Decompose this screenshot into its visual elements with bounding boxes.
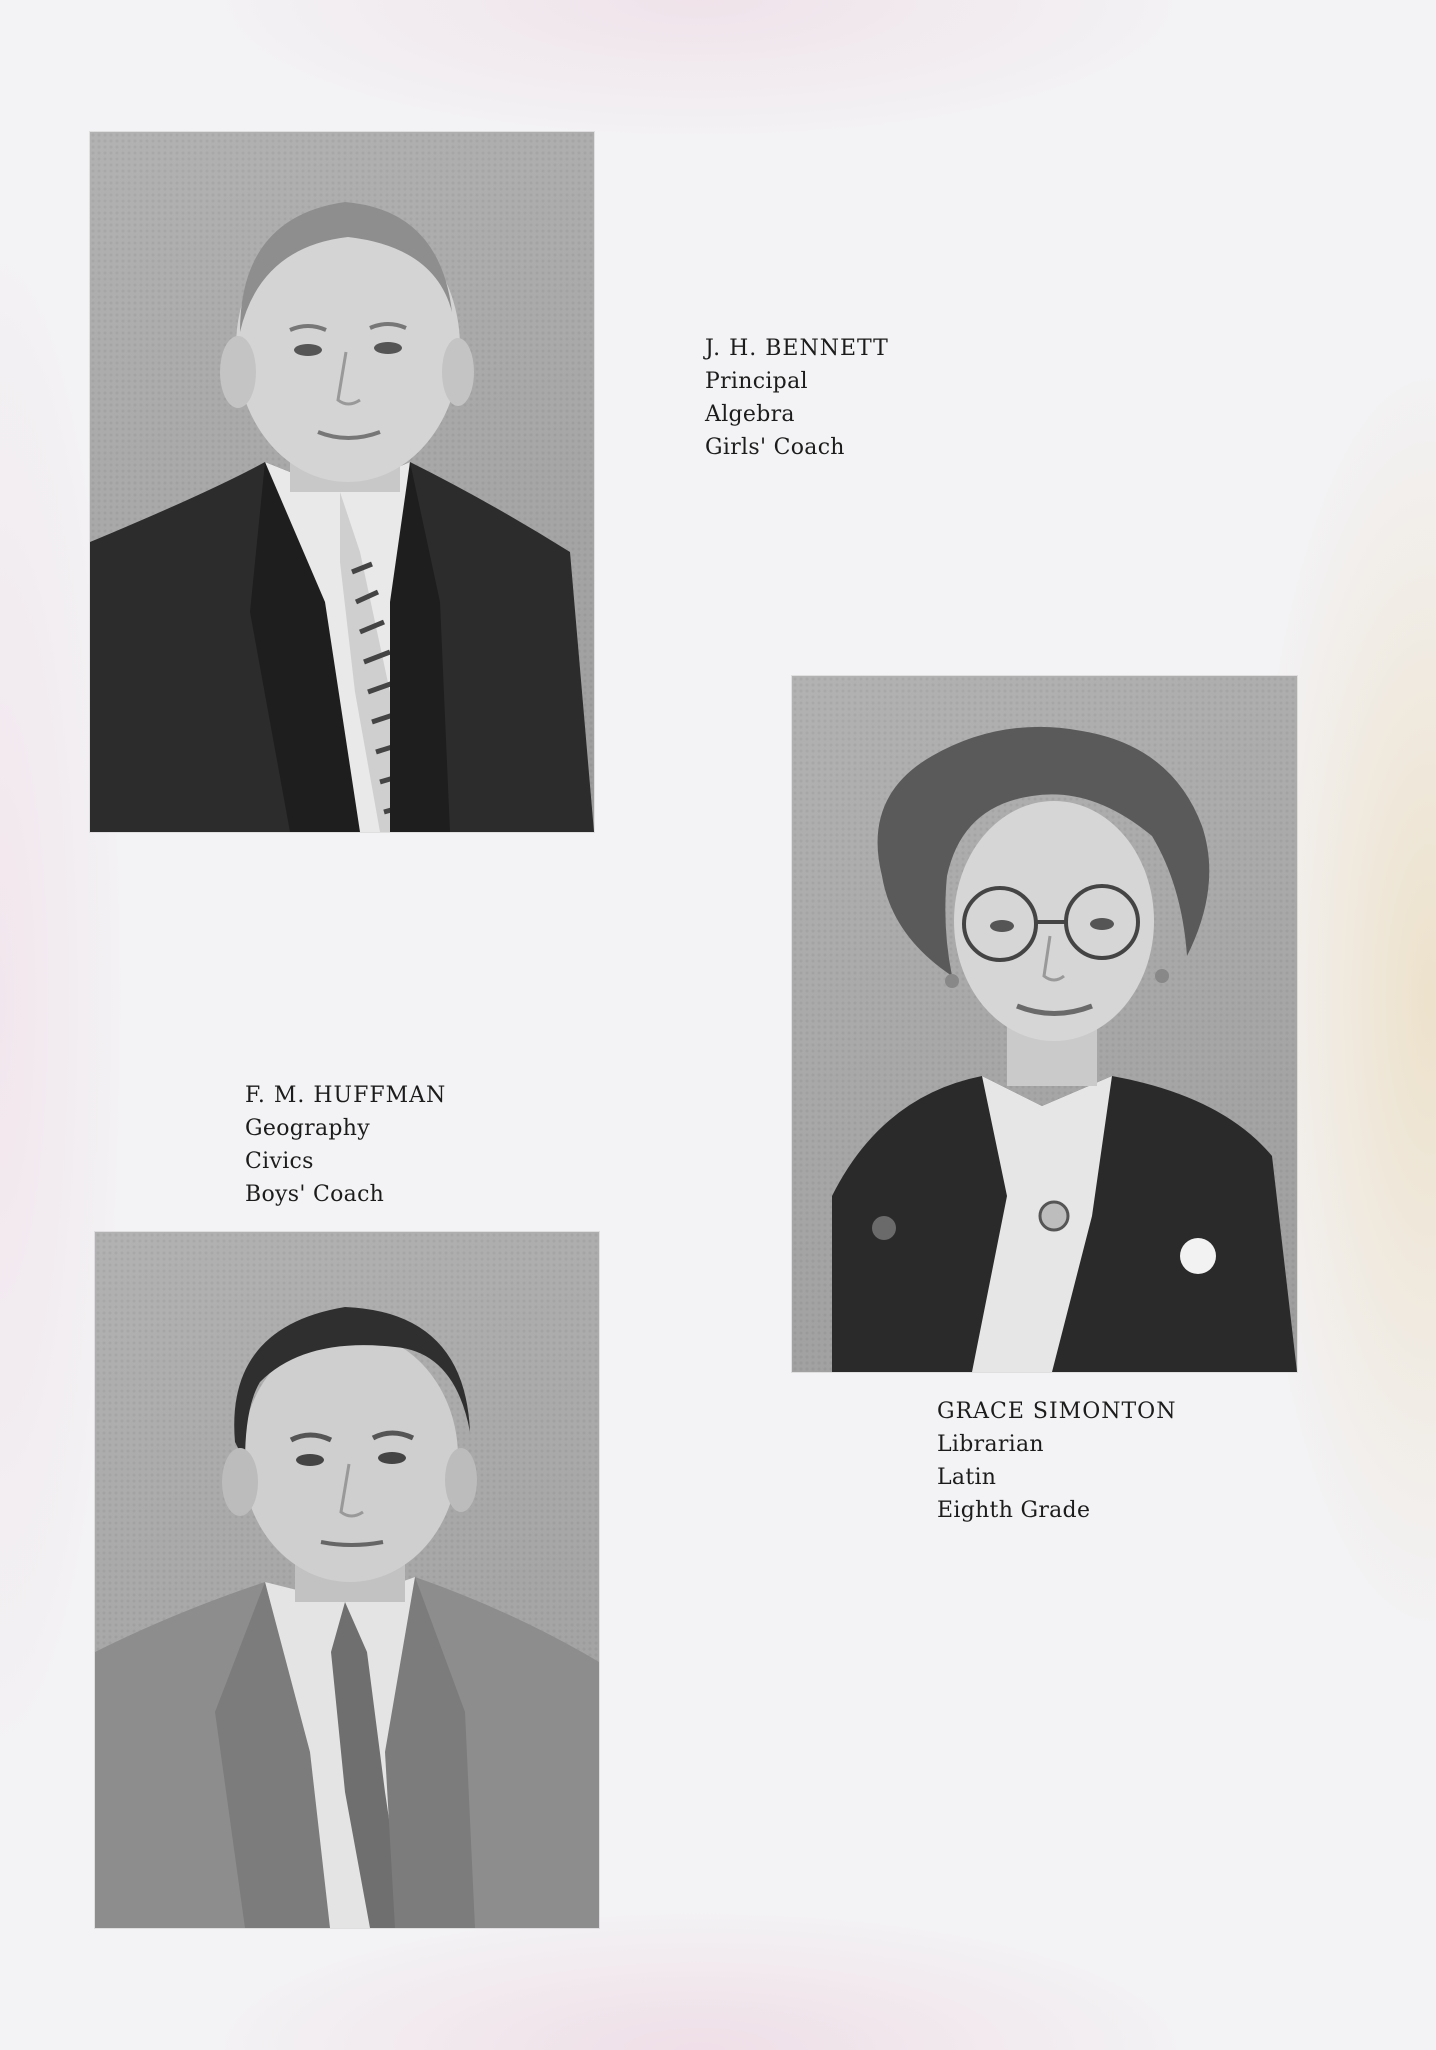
staff-role: Librarian <box>937 1432 1044 1457</box>
simonton-caption <box>937 1395 1176 1527</box>
staff-name: F. M. HUFFMAN <box>245 1083 447 1108</box>
staff-role: Geography <box>245 1116 370 1141</box>
staff-name: GRACE SIMONTON <box>937 1399 1177 1424</box>
simonton-portrait <box>792 676 1297 1372</box>
staff-role: Algebra <box>705 402 795 427</box>
huffman-portrait <box>95 1232 599 1928</box>
staff-role: Eighth Grade <box>937 1498 1091 1523</box>
bennett-caption <box>705 332 889 464</box>
staff-role: Boys' Coach <box>245 1182 385 1207</box>
huffman-caption <box>245 1079 446 1211</box>
staff-role: Principal <box>705 369 808 394</box>
staff-role: Latin <box>937 1465 997 1490</box>
staff-name: J. H. BENNETT <box>705 336 889 361</box>
staff-role: Civics <box>245 1149 314 1174</box>
staff-role: Girls' Coach <box>705 435 845 460</box>
bennett-portrait <box>90 132 594 832</box>
